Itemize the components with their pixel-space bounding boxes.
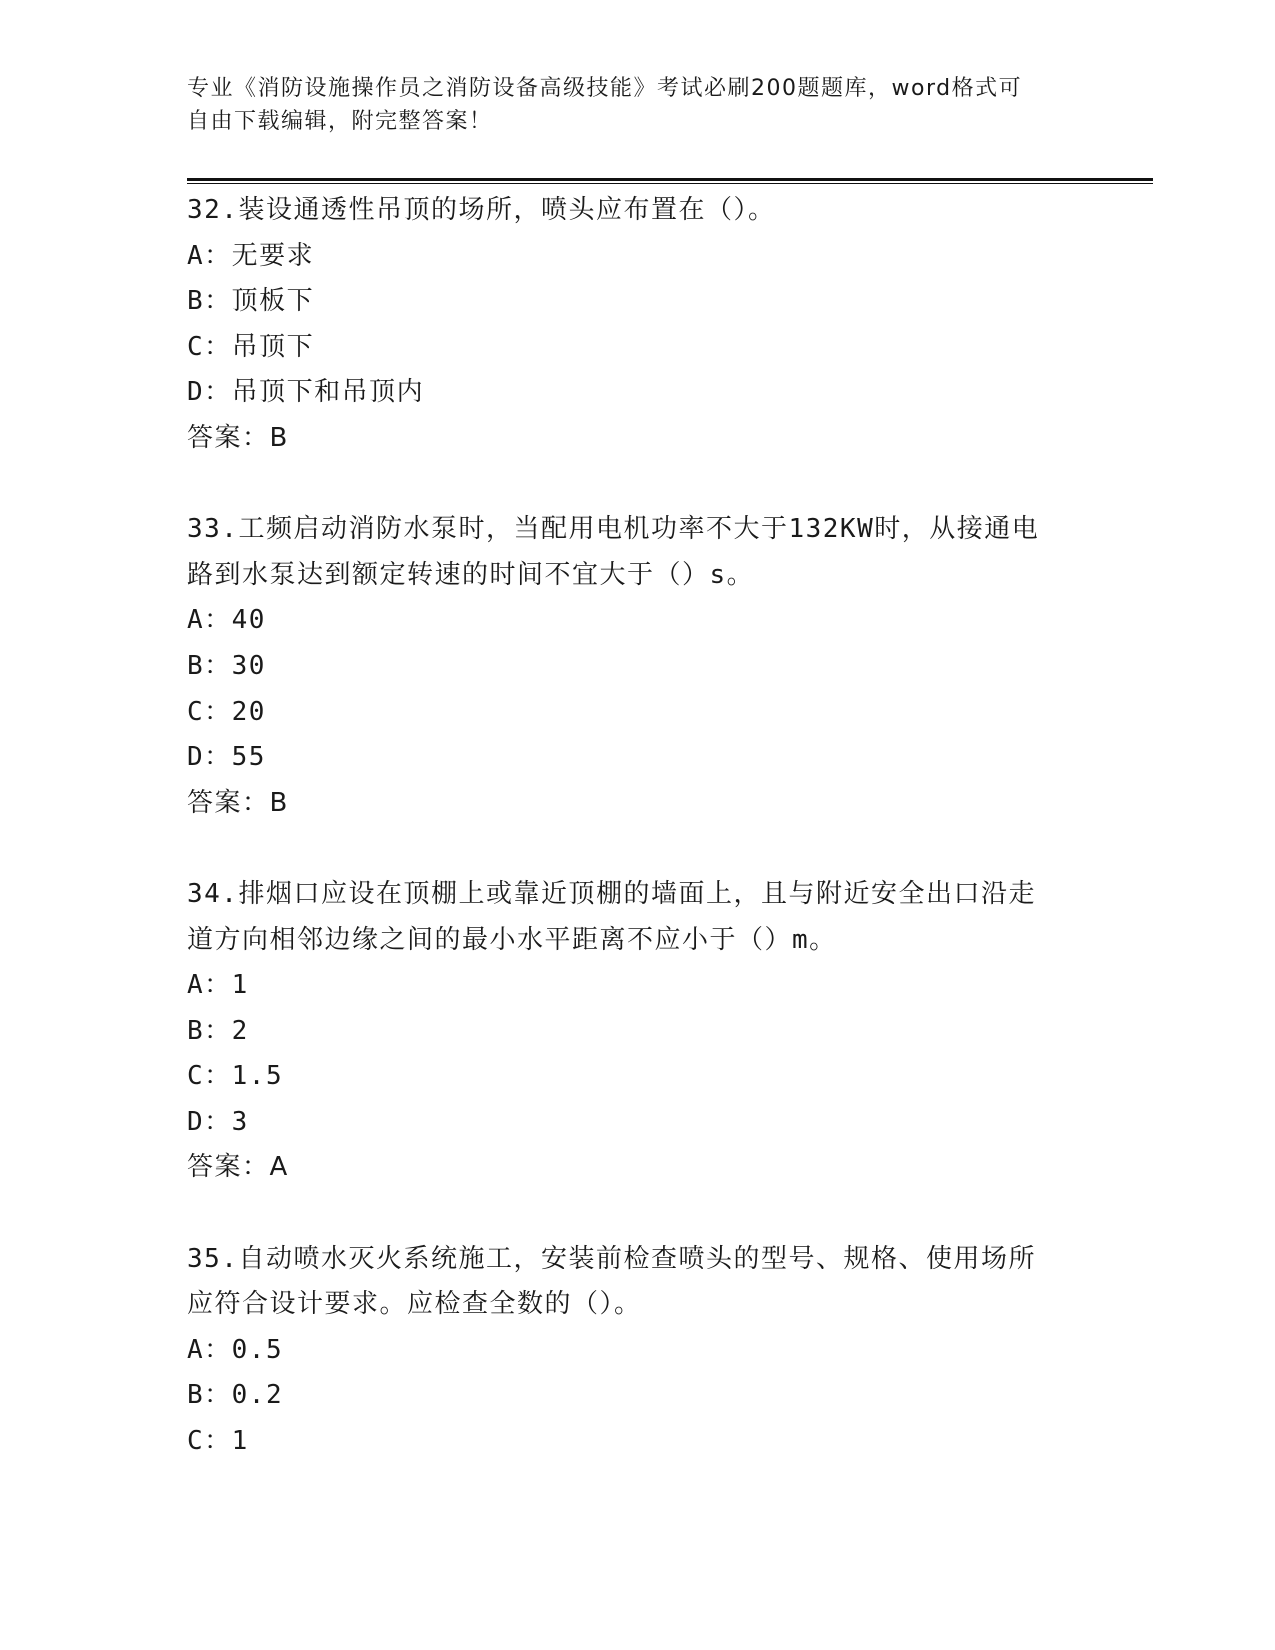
question-stem-line-2: 应符合设计要求。应检查全数的（）。 bbox=[187, 1289, 642, 1320]
question-stem: 32.装设通透性吊顶的场所，喷头应布置在（）。 bbox=[187, 195, 776, 225]
question-34 bbox=[187, 872, 1077, 1191]
option-b: B：顶板下 bbox=[187, 286, 315, 317]
option-a: A：无要求 bbox=[187, 240, 315, 271]
option-c: C：1.5 bbox=[187, 1061, 284, 1092]
option-c: C：20 bbox=[187, 696, 266, 727]
option-b: B：30 bbox=[187, 650, 266, 681]
question-stem-line-2: 道方向相邻边缘之间的最小水平距离不应小于（）m。 bbox=[187, 924, 837, 955]
option-a: A：40 bbox=[187, 605, 266, 636]
question-stem-line-2: 路到水泵达到额定转速的时间不宜大于（）s。 bbox=[187, 559, 755, 590]
option-a: A：1 bbox=[187, 970, 249, 1001]
answer: 答案：A bbox=[187, 1152, 289, 1183]
document-header bbox=[187, 72, 1067, 138]
question-32 bbox=[187, 188, 1077, 462]
answer: 答案：B bbox=[187, 787, 289, 818]
question-list bbox=[187, 188, 1077, 1510]
option-d: D：3 bbox=[187, 1106, 249, 1137]
header-title-line-2: 自由下载编辑，附完整答案！ bbox=[187, 109, 493, 134]
option-b: B：2 bbox=[187, 1015, 249, 1046]
question-stem-line-1: 35.自动喷水灭火系统施工，安装前检查喷头的型号、规格、使用场所 bbox=[187, 1243, 1036, 1274]
option-d: D：55 bbox=[187, 742, 266, 773]
option-a: A：0.5 bbox=[187, 1334, 284, 1365]
header-title-line-1: 专业《消防设施操作员之消防设备高级技能》考试必刷200题题库，word格式可 bbox=[187, 76, 1023, 101]
question-33 bbox=[187, 507, 1077, 826]
answer: 答案：B bbox=[187, 422, 289, 453]
option-d: D：吊顶下和吊顶内 bbox=[187, 377, 425, 408]
option-b: B：0.2 bbox=[187, 1380, 284, 1411]
option-c: C：1 bbox=[187, 1426, 249, 1457]
header-divider-thin bbox=[187, 183, 1153, 184]
option-c: C：吊顶下 bbox=[187, 331, 315, 362]
question-stem-line-1: 33.工频启动消防水泵时，当配用电机功率不大于132KW时，从接通电 bbox=[187, 514, 1040, 545]
question-stem-line-1: 34.排烟口应设在顶棚上或靠近顶棚的墙面上，且与附近安全出口沿走 bbox=[187, 878, 1036, 909]
question-35 bbox=[187, 1237, 1077, 1465]
header-divider-thick bbox=[187, 178, 1153, 181]
